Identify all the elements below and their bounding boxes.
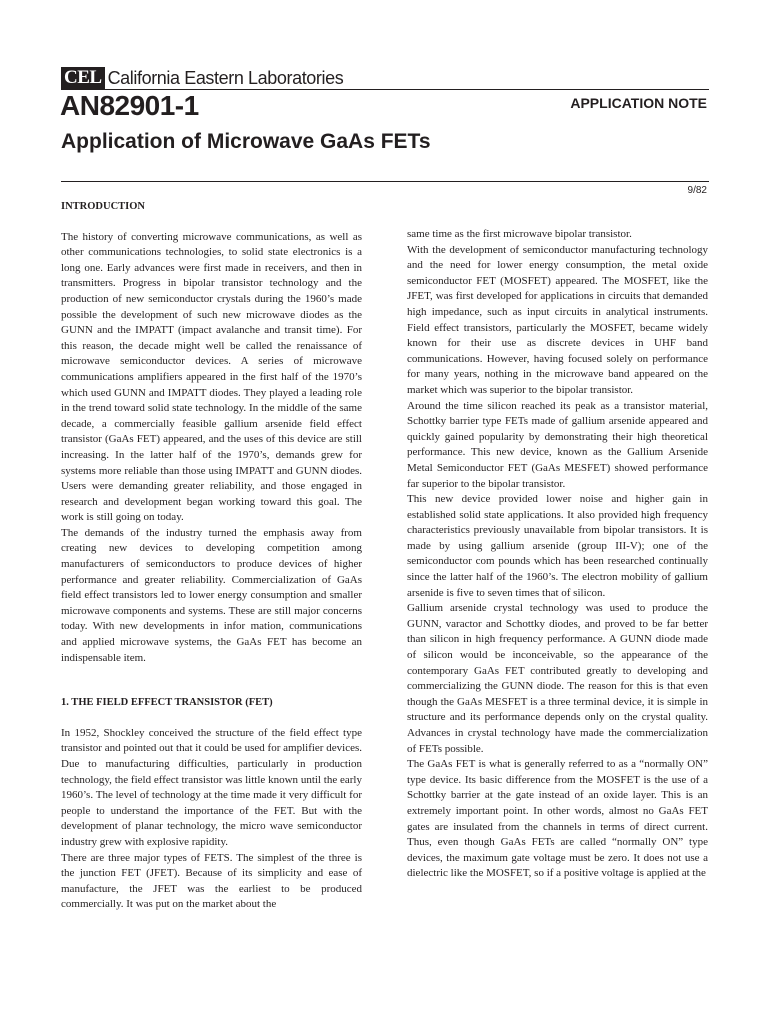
introduction-paragraph-2: The demands of the industry turned the emphasis away from creating new devices to developing competition among manufacturers of semiconductors to produce devices of higher performance and greater reliability. Commercialization of GaAs field effect transistors led to lower energy consumption and smaller microwave components and systems. These are still major concerns today. With new developments in infor mation, communications and applied microwave systems, the GaAs FET has become an indispensable item.	[61, 526, 362, 664]
header-rule-bottom	[61, 181, 709, 182]
company-name: California Eastern Laboratories	[107, 67, 344, 88]
fet-paragraph-2: There are three major types of FETS. The simplest of the three is the junction FET (JFET). Because of its simplicity and ease of manufacture, the JFET was the earliest to be produced commercially. It was put on the market about the	[61, 851, 362, 911]
right-paragraph-5: Gallium arsenide crystal technology was used to produce the GUNN, varactor and Schottky diodes, and proved to be far better than silicon in high frequency performance. A GUNN diode made of silicon would be inconceivable, so the appearance of the contemporary GaAs FET contributed greatly to developing and commercializing the GUNN diode. The reason for this is that even though the GaAs MESFET is a three terminal device, it is simple in structure and its performance depends only on the crystal quality. Advances in crystal technology have made the commercialization of FETs possible.	[407, 602, 708, 755]
right-paragraph-2: With the development of semiconductor manufacturing technology and the need for lower energy consumption, the metal oxide semiconductor FET (MOSFET) appeared. The MOSFET, like the JFET, was first developed for applications in circuits that demanded high impedance, such as input circuits in analytical instruments. Field effect transistors, particularly the MOSFET, became widely known for their use as discrete devices in UHF band communications. However, having focused solely on performance for many years, nothing in the microwave band appeared on the market which was superior to the bipolar transistor.	[407, 243, 708, 396]
right-paragraph-3: Around the time silicon reached its peak as a transistor material, Schottky barrier type FETs made of gallium arsenide appeared and quickly gained popularity by demonstrating their high theoretical performance. This new device, known as the Gallium Arsenide Metal Semiconductor FET (GaAs MESFET) showed performance far superior to the bipolar transistor.	[407, 399, 708, 490]
introduction-heading: INTRODUCTION	[61, 201, 146, 212]
company-logo	[61, 66, 343, 90]
right-paragraph-6: The GaAs FET is what is generally referred to as a “normally ON” type device. Its basic difference from the MOSFET is the use of a Schottky barrier at the gate instead of an oxide layer. This is an extremely important point. In other words, almost no GaAs FET gates are insulated from the channels in terms of direct current. Thus, even though GaAs FETs are called “normally ON” type devices, the maximum gate voltage must be zero. It does not use a dielectric like the MOSFET, so if a positive voltage is applied at the	[407, 758, 708, 880]
introduction-paragraph-1: The history of converting microwave communications, as well as other communications technologies, to solid state electronics is a long one. Early advances were first made in receivers, and then in transmitters. Progress in bipolar transistor technology and the production of new semiconductor crystals during the 1960’s made possible the development of such new microwave diodes as the GUNN and the IMPATT (impact avalanche and transit time). For this reason, the decade might well be called the renaissance of microwave semiconductor devices. A series of microwave communications amplifiers appeared in the first half of the 1970’s which used GUNN and IMPATT diodes. They played a leading role in the trend toward solid state technology. In the middle of the same decade, a commercially feasible gallium arsenide field effect transistor (GaAs FET) appeared, and the uses of this device are still increasing. In the latter half of the 1970’s, demands grew for systems more reliable than those using IMPATT and GUNN diodes. Users were demanding greater reliability, and those engaged in research and development began working toward this goal. The work is still going on today.	[61, 230, 362, 524]
right-paragraph-4: This new device provided lower noise and higher gain in established solid state applications. It also provided high frequency characteristics previously unavailable from bipolar transistors. It is made by using gallium arsenide (group III-V); one of the semiconductor com pounds which has been researched continually since the latter half of the 1960’s. The electron mobility of gallium arsenide is five to seven times that of silicon.	[407, 493, 708, 599]
right-paragraph-1: same time as the first microwave bipolar transistor.	[407, 228, 632, 240]
page-title: Application of Microwave GaAs FETs	[61, 130, 431, 153]
cel-logo-mark: CEL	[61, 67, 105, 89]
document-type: APPLICATION NOTE	[570, 95, 707, 111]
fet-paragraph-1: In 1952, Shockley conceived the structure of the field effect type transistor and pointed out that it could be used for amplifier devices. Due to manufacturing difficulties, particularly in production technology, the field effect transistor was little known until the early 1960’s. The level of technology at the time made it very difficult for people to understand the importance of the FET. But with the development of planar technology, the micro wave semiconductor industry grew with explosive rapidity.	[61, 726, 362, 848]
right-column	[407, 227, 708, 882]
fet-section-heading: 1. THE FIELD EFFECT TRANSISTOR (FET)	[61, 697, 273, 709]
left-column	[61, 199, 362, 913]
document-number: AN82901-1	[60, 90, 199, 121]
publication-date: 9/82	[687, 185, 707, 196]
